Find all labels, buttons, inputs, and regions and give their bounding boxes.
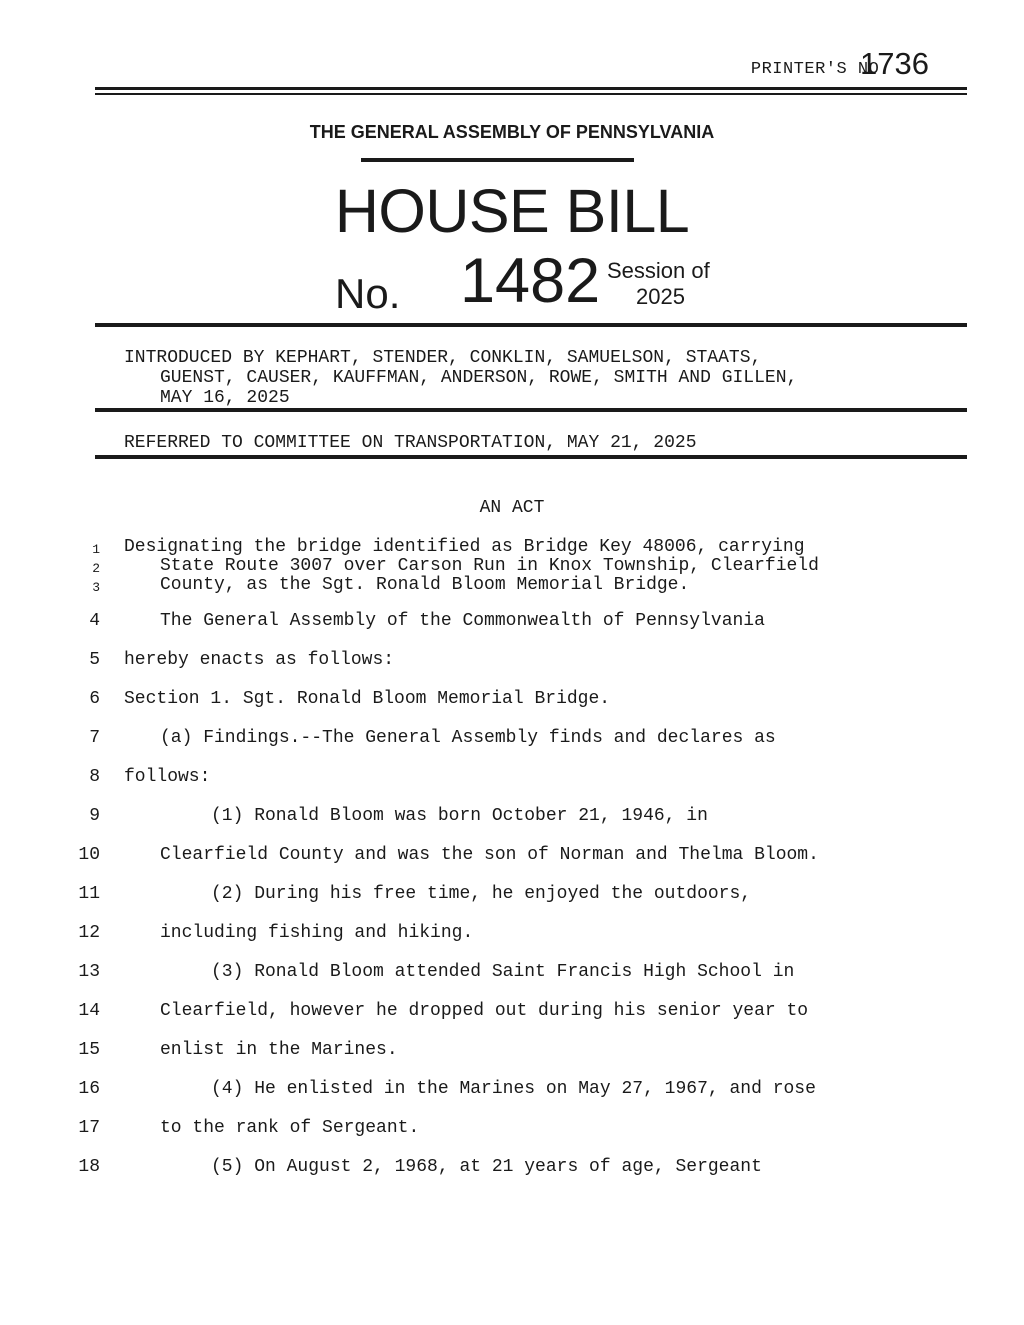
line-number: 11 (78, 884, 100, 904)
act-heading: AN ACT (479, 498, 545, 518)
bill-number: 1482 (460, 246, 601, 316)
line-number: 3 (92, 580, 100, 595)
body-line: to the rank of Sergeant. (160, 1118, 420, 1138)
printers-number: 1736 (860, 46, 929, 81)
line-number: 7 (89, 728, 100, 748)
line-number: 14 (78, 1001, 100, 1021)
line-number: 15 (78, 1040, 100, 1060)
session-year: 2025 (636, 284, 685, 309)
line-number: 10 (78, 845, 100, 865)
body-line: (4) He enlisted in the Marines on May 27, 1967, and rose (211, 1079, 816, 1099)
line-number: 2 (92, 561, 100, 576)
body-line: hereby enacts as follows: (124, 650, 395, 670)
line-number: 9 (89, 806, 100, 826)
title-line: County, as the Sgt. Ronald Bloom Memorial Bridge. (160, 575, 690, 595)
assembly-title: THE GENERAL ASSEMBLY OF PENNSYLVANIA (309, 122, 715, 142)
introduced-by-block (124, 348, 797, 408)
line-number: 1 (92, 542, 100, 557)
printers-number-label: PRINTER'S NO. (750, 60, 890, 79)
body-line: Clearfield County and was the son of Norman and Thelma Bloom. (160, 845, 819, 865)
body-line: including fishing and hiking. (160, 923, 474, 943)
body-line: The General Assembly of the Commonwealth of Pennsylvania (160, 611, 765, 631)
line-number: 16 (78, 1079, 100, 1099)
line-number: 18 (78, 1157, 100, 1177)
body-line: (a) Findings.--The General Assembly finds and declares as (160, 728, 776, 748)
body-line: Section 1. Sgt. Ronald Bloom Memorial Bridge. (124, 689, 611, 709)
body-line: (5) On August 2, 1968, at 21 years of age, Sergeant (211, 1157, 762, 1177)
referred-rule (95, 455, 967, 459)
line-number: 17 (78, 1118, 100, 1138)
top-double-rule-thin (95, 93, 967, 95)
title-line: Designating the bridge identified as Bridge Key 48006, carrying (124, 537, 805, 557)
assembly-title-underline (361, 158, 634, 162)
body-line: Clearfield, however he dropped out during his senior year to (160, 1001, 809, 1021)
introduced-line: INTRODUCED BY KEPHART, STENDER, CONKLIN, SAMUELSON, STAATS, (124, 348, 762, 368)
introduced-line: GUENST, CAUSER, KAUFFMAN, ANDERSON, ROWE, SMITH AND GILLEN, (160, 368, 798, 388)
body-line: follows: (124, 767, 211, 787)
body-line: (1) Ronald Bloom was born October 21, 1946, in (211, 806, 708, 826)
line-number: 6 (89, 689, 100, 709)
referred-to-committee: REFERRED TO COMMITTEE ON TRANSPORTATION, MAY 21, 2025 (124, 433, 697, 453)
top-double-rule-thick (95, 87, 967, 90)
introduced-rule (95, 408, 967, 412)
session-label: Session of (607, 258, 710, 283)
introduced-line: MAY 16, 2025 (160, 388, 290, 408)
line-number: 8 (89, 767, 100, 787)
line-number: 12 (78, 923, 100, 943)
body-line: (2) During his free time, he enjoyed the outdoors, (211, 884, 752, 904)
bill-no-label: No. (335, 270, 401, 317)
line-number: 13 (78, 962, 100, 982)
bill-type: HOUSE BILL (334, 177, 690, 245)
line-number: 4 (89, 611, 100, 631)
header-rule (95, 323, 967, 327)
line-number: 5 (89, 650, 100, 670)
title-line: State Route 3007 over Carson Run in Knox Township, Clearfield (160, 556, 819, 576)
body-line: (3) Ronald Bloom attended Saint Francis High School in (211, 962, 795, 982)
body-line: enlist in the Marines. (160, 1040, 398, 1060)
